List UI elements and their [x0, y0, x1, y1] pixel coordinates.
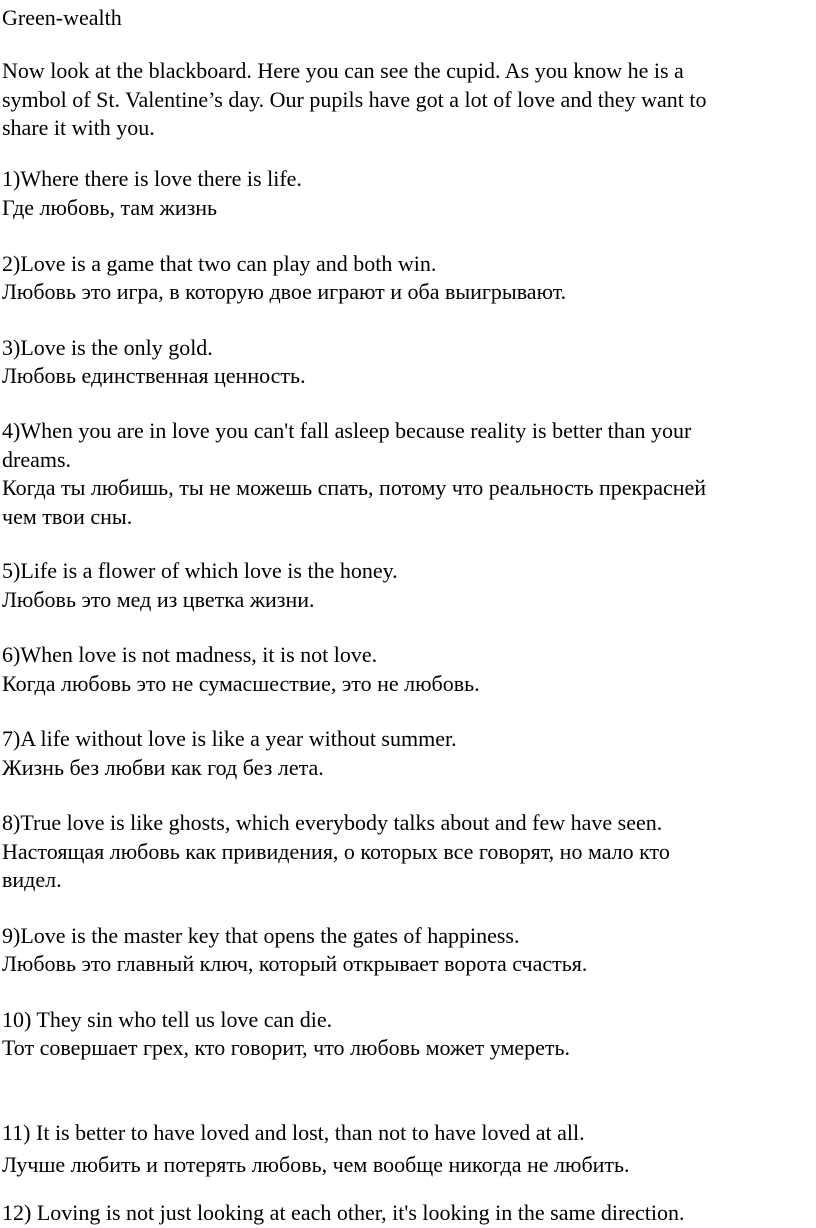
quote-4-ru: Когда ты любишь, ты не можешь спать, потому что реальность прекрасней: [2, 475, 707, 500]
quote-4-en: 4)When you are in love you can't fall asleep because reality is better than your: [2, 418, 692, 443]
quote-4-en: dreams.: [2, 447, 72, 472]
intro-line: symbol of St. Valentine’s day. Our pupils have got a lot of love and they want to: [2, 87, 707, 112]
quote-1-en: 1)Where there is love there is life.: [2, 166, 302, 191]
quote-10-en: 10) They sin who tell us love can die.: [2, 1007, 333, 1032]
quote-12-en: 12) Loving is not just looking at each other, it's looking in the same direction.: [2, 1200, 685, 1225]
quote-11-en: 11) It is better to have loved and lost, than not to have loved at all.: [2, 1120, 585, 1145]
quote-7-ru: Жизнь без любви как год без лета.: [2, 755, 324, 780]
quote-10-ru: Тот совершает грех, кто говорит, что любовь может умереть.: [2, 1035, 571, 1060]
quote-11-ru: Лучше любить и потерять любовь, чем вообще никогда не любить.: [2, 1152, 630, 1177]
quote-6-ru: Когда любовь это не сумасшествие, это не любовь.: [2, 671, 480, 696]
quote-8-en: 8)True love is like ghosts, which everybody talks about and few have seen.: [2, 810, 663, 835]
quote-4-ru: чем твои сны.: [2, 504, 133, 529]
quote-9-en: 9)Love is the master key that opens the gates of happiness.: [2, 923, 520, 948]
quote-8-ru: видел.: [2, 867, 62, 892]
quote-9-ru: Любовь это главный ключ, который открывает ворота счастья.: [2, 951, 588, 976]
quote-3-en: 3)Love is the only gold.: [2, 335, 213, 360]
quote-1-ru: Где любовь, там жизнь: [2, 195, 218, 220]
quote-2-en: 2)Love is a game that two can play and both win.: [2, 251, 437, 276]
quote-3-ru: Любовь единственная ценность.: [2, 363, 306, 388]
intro-line: Now look at the blackboard. Here you can see the cupid. As you know he is a: [2, 58, 684, 83]
document-title: Green-wealth: [2, 5, 122, 30]
quote-2-ru: Любовь это игра, в которую двое играют и оба выигрывают.: [2, 279, 567, 304]
intro-line: share it with you.: [2, 115, 155, 140]
quote-7-en: 7)A life without love is like a year without summer.: [2, 726, 457, 751]
quote-5-ru: Любовь это мед из цветка жизни.: [2, 587, 315, 612]
quote-6-en: 6)When love is not madness, it is not love.: [2, 642, 378, 667]
quote-8-ru: Настоящая любовь как привидения, о которых все говорят, но мало кто: [2, 839, 670, 864]
quote-5-en: 5)Life is a flower of which love is the honey.: [2, 558, 398, 583]
